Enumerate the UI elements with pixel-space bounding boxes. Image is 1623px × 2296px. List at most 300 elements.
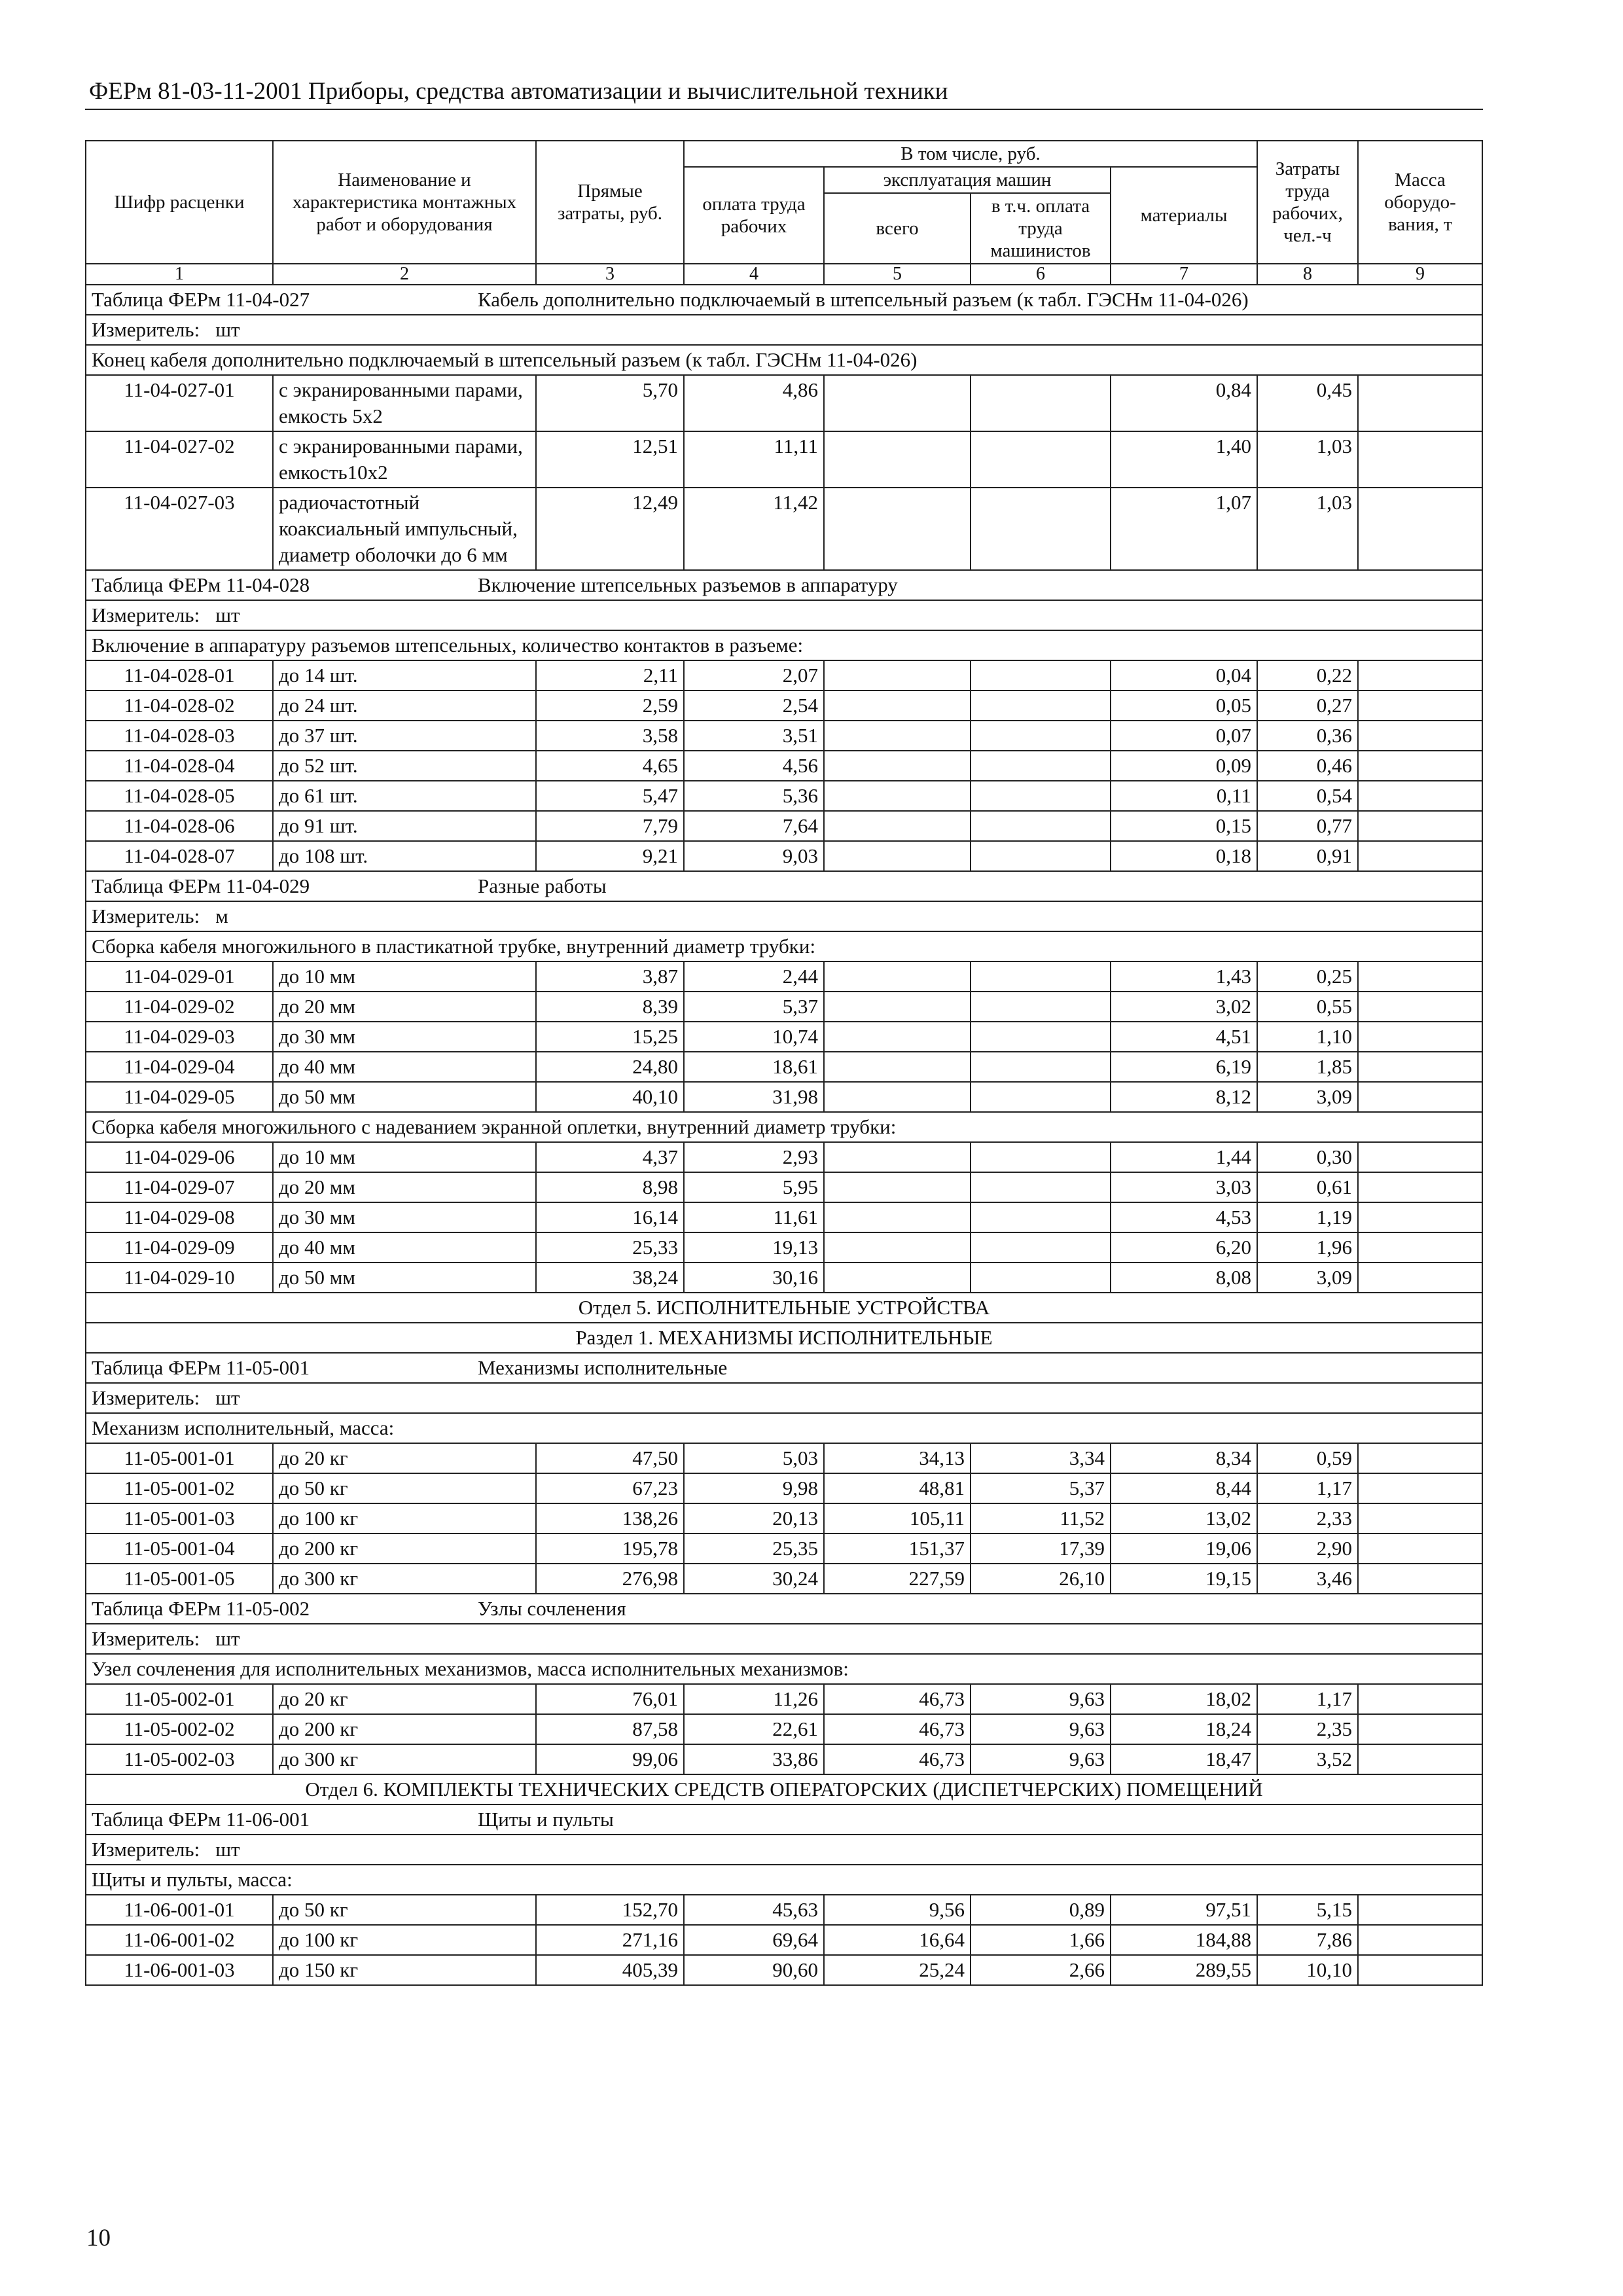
work-name: до 24 шт.: [273, 691, 536, 721]
machinist-labor-cost: [971, 811, 1111, 841]
machinist-labor-cost: 0,89: [971, 1895, 1111, 1925]
machinist-labor-cost: [971, 961, 1111, 992]
col-materials-header: материалы: [1111, 167, 1257, 264]
direct-cost: 24,80: [536, 1052, 684, 1082]
page-header: ФЕРм 81-03-11-2001 Приборы, средства автоматизации и вычислительной техники: [89, 78, 948, 105]
labor-cost: 10,74: [684, 1022, 824, 1052]
labor-cost: 11,11: [684, 431, 824, 488]
labor-hours: 0,30: [1257, 1142, 1358, 1172]
table-row: [86, 1744, 1482, 1774]
col-number: 6: [971, 264, 1111, 285]
work-name: с экранированными парами, емкость 5х2: [273, 375, 536, 431]
rate-code: 11-04-028-05: [86, 781, 273, 811]
table-body: [86, 285, 1482, 1985]
table-row: [86, 1052, 1482, 1082]
col-number: 8: [1257, 264, 1358, 285]
equipment-mass: [1358, 992, 1482, 1022]
equipment-mass: [1358, 1503, 1482, 1534]
materials-cost: 0,84: [1111, 375, 1257, 431]
labor-hours: 0,45: [1257, 375, 1358, 431]
work-name: до 20 кг: [273, 1443, 536, 1473]
measure-row: [86, 600, 1482, 630]
direct-cost: 9,21: [536, 841, 684, 871]
rate-code: 11-04-028-02: [86, 691, 273, 721]
labor-cost: 5,36: [684, 781, 824, 811]
description-row: [86, 1413, 1482, 1443]
equipment-mass: [1358, 1955, 1482, 1985]
table-label: Таблица ФЕРм 11-05-002: [92, 1597, 310, 1620]
measure-cell: [86, 901, 1482, 931]
measure-row: [86, 901, 1482, 931]
work-name: до 100 кг: [273, 1925, 536, 1955]
section-heading: Отдел 6. КОМПЛЕКТЫ ТЕХНИЧЕСКИХ СРЕДСТВ ОПЕРАТОРСКИХ (ДИСПЕТЧЕРСКИХ) ПОМЕЩЕНИЙ: [86, 1774, 1482, 1804]
labor-hours: 0,36: [1257, 721, 1358, 751]
measure-label: Измеритель:: [92, 1627, 200, 1650]
materials-cost: 19,15: [1111, 1564, 1257, 1594]
rate-code: 11-06-001-01: [86, 1895, 273, 1925]
measure-unit: шт: [215, 1838, 240, 1861]
description: Механизм исполнительный, масса:: [86, 1413, 1482, 1443]
rate-code: 11-04-028-07: [86, 841, 273, 871]
table-title: [86, 1804, 1482, 1835]
machines-cost: [824, 781, 971, 811]
equipment-mass: [1358, 1232, 1482, 1263]
labor-hours: 0,59: [1257, 1443, 1358, 1473]
work-name: до 14 шт.: [273, 660, 536, 691]
machinist-labor-cost: [971, 721, 1111, 751]
description-row: [86, 345, 1482, 375]
rate-code: 11-05-002-03: [86, 1744, 273, 1774]
measure-cell: [86, 1383, 1482, 1413]
equipment-mass: [1358, 1564, 1482, 1594]
header-rule: [85, 109, 1483, 110]
rate-code: 11-04-029-06: [86, 1142, 273, 1172]
rate-code: 11-04-029-02: [86, 992, 273, 1022]
labor-hours: 1,85: [1257, 1052, 1358, 1082]
equipment-mass: [1358, 1744, 1482, 1774]
direct-cost: 76,01: [536, 1684, 684, 1714]
work-name: с экранированными парами, емкость10х2: [273, 431, 536, 488]
machines-cost: [824, 1172, 971, 1202]
machinist-labor-cost: [971, 431, 1111, 488]
machines-cost: [824, 1142, 971, 1172]
rate-code: 11-05-001-03: [86, 1503, 273, 1534]
col-mass-header: Масса оборудо-вания, т: [1358, 141, 1482, 264]
machinist-labor-cost: 11,52: [971, 1503, 1111, 1534]
materials-cost: 6,20: [1111, 1232, 1257, 1263]
labor-cost: 4,56: [684, 751, 824, 781]
measure-label: Измеритель:: [92, 1386, 200, 1409]
materials-cost: 97,51: [1111, 1895, 1257, 1925]
machines-cost: [824, 721, 971, 751]
equipment-mass: [1358, 961, 1482, 992]
labor-hours: 3,46: [1257, 1564, 1358, 1594]
rate-code: 11-05-001-05: [86, 1564, 273, 1594]
materials-cost: 8,34: [1111, 1443, 1257, 1473]
measure-label: Измеритель:: [92, 905, 200, 927]
labor-hours: 1,19: [1257, 1202, 1358, 1232]
materials-cost: 1,44: [1111, 1142, 1257, 1172]
machinist-labor-cost: 9,63: [971, 1684, 1111, 1714]
table-row: [86, 1142, 1482, 1172]
table-label: Таблица ФЕРм 11-04-029: [92, 874, 310, 897]
machinist-labor-cost: 17,39: [971, 1534, 1111, 1564]
measure-cell: [86, 600, 1482, 630]
table-label: Таблица ФЕРм 11-05-001: [92, 1356, 310, 1379]
table-title: [86, 871, 1482, 901]
direct-cost: 3,58: [536, 721, 684, 751]
table-row: [86, 1263, 1482, 1293]
materials-cost: 0,05: [1111, 691, 1257, 721]
labor-cost: 69,64: [684, 1925, 824, 1955]
measure-unit: м: [215, 905, 228, 927]
direct-cost: 7,79: [536, 811, 684, 841]
rate-code: 11-05-001-04: [86, 1534, 273, 1564]
measure-unit: шт: [215, 1386, 240, 1409]
materials-cost: 0,04: [1111, 660, 1257, 691]
direct-cost: 3,87: [536, 961, 684, 992]
measure-cell: [86, 315, 1482, 345]
equipment-mass: [1358, 751, 1482, 781]
rate-code: 11-04-028-03: [86, 721, 273, 751]
equipment-mass: [1358, 488, 1482, 570]
direct-cost: 8,39: [536, 992, 684, 1022]
machinist-labor-cost: [971, 488, 1111, 570]
materials-cost: 3,02: [1111, 992, 1257, 1022]
equipment-mass: [1358, 1142, 1482, 1172]
table-row: [86, 992, 1482, 1022]
machines-cost: [824, 691, 971, 721]
direct-cost: 8,98: [536, 1172, 684, 1202]
labor-hours: 1,96: [1257, 1232, 1358, 1263]
page-number: 10: [86, 2225, 111, 2251]
machinist-labor-cost: [971, 691, 1111, 721]
description-row: [86, 1112, 1482, 1142]
rate-code: 11-04-029-09: [86, 1232, 273, 1263]
measure-label: Измеритель:: [92, 1838, 200, 1861]
col-number: 7: [1111, 264, 1257, 285]
machinist-labor-cost: [971, 992, 1111, 1022]
direct-cost: 87,58: [536, 1714, 684, 1744]
work-name: радиочастотный коаксиальный импульсный, диаметр оболочки до 6 мм: [273, 488, 536, 570]
table-row: [86, 1684, 1482, 1714]
description: Щиты и пульты, масса:: [86, 1865, 1482, 1895]
table-label: Таблица ФЕРм 11-04-028: [92, 573, 310, 596]
col-incl-header: В том числе, руб.: [684, 141, 1257, 167]
machinist-labor-cost: [971, 1082, 1111, 1112]
work-name: до 300 кг: [273, 1744, 536, 1774]
machines-cost: 25,24: [824, 1955, 971, 1985]
rate-code: 11-04-029-10: [86, 1263, 273, 1293]
labor-cost: 25,35: [684, 1534, 824, 1564]
table-row: [86, 751, 1482, 781]
labor-cost: 31,98: [684, 1082, 824, 1112]
work-name: до 50 кг: [273, 1473, 536, 1503]
machines-cost: [824, 660, 971, 691]
machines-cost: [824, 1082, 971, 1112]
labor-cost: 9,98: [684, 1473, 824, 1503]
labor-cost: 22,61: [684, 1714, 824, 1744]
rate-code: 11-04-027-01: [86, 375, 273, 431]
labor-cost: 2,07: [684, 660, 824, 691]
col-machines-total-header: всего: [824, 193, 971, 264]
labor-hours: 0,55: [1257, 992, 1358, 1022]
col-machines-labor-header: в т.ч. оплата труда машинистов: [971, 193, 1111, 264]
section-heading: Отдел 5. ИСПОЛНИТЕЛЬНЫЕ УСТРОЙСТВА: [86, 1293, 1482, 1323]
machinist-labor-cost: [971, 1052, 1111, 1082]
col-number: 2: [273, 264, 536, 285]
direct-cost: 15,25: [536, 1022, 684, 1052]
section-heading-row: [86, 1774, 1482, 1804]
rate-code: 11-05-001-01: [86, 1443, 273, 1473]
direct-cost: 276,98: [536, 1564, 684, 1594]
description: Конец кабеля дополнительно подключаемый в штепсельный разъем (к табл. ГЭСНм 11-04-026): [86, 345, 1482, 375]
direct-cost: 2,11: [536, 660, 684, 691]
table-row: [86, 1534, 1482, 1564]
equipment-mass: [1358, 1684, 1482, 1714]
equipment-mass: [1358, 1895, 1482, 1925]
direct-cost: 5,47: [536, 781, 684, 811]
machinist-labor-cost: 1,66: [971, 1925, 1111, 1955]
measure-unit: шт: [215, 603, 240, 626]
work-name: до 61 шт.: [273, 781, 536, 811]
description-row: [86, 630, 1482, 660]
materials-cost: 18,47: [1111, 1744, 1257, 1774]
work-name: до 10 мм: [273, 1142, 536, 1172]
work-name: до 108 шт.: [273, 841, 536, 871]
direct-cost: 12,49: [536, 488, 684, 570]
equipment-mass: [1358, 431, 1482, 488]
machinist-labor-cost: 3,34: [971, 1443, 1111, 1473]
measure-row: [86, 1624, 1482, 1654]
labor-hours: 3,09: [1257, 1263, 1358, 1293]
work-name: до 100 кг: [273, 1503, 536, 1534]
machines-cost: 46,73: [824, 1714, 971, 1744]
labor-cost: 19,13: [684, 1232, 824, 1263]
section-heading-row: [86, 1323, 1482, 1353]
machines-cost: [824, 1052, 971, 1082]
machines-cost: [824, 751, 971, 781]
work-name: до 30 мм: [273, 1022, 536, 1052]
table-row: [86, 961, 1482, 992]
work-name: до 300 кг: [273, 1564, 536, 1594]
labor-cost: 5,95: [684, 1172, 824, 1202]
description: Сборка кабеля многожильного в пластикатной трубке, внутренний диаметр трубки:: [86, 931, 1482, 961]
rate-code: 11-05-001-02: [86, 1473, 273, 1503]
machinist-labor-cost: [971, 660, 1111, 691]
machines-cost: [824, 961, 971, 992]
labor-hours: 1,17: [1257, 1684, 1358, 1714]
table-title: [86, 1353, 1482, 1383]
labor-cost: 30,16: [684, 1263, 824, 1293]
col-code-header: Шифр расценки: [86, 141, 273, 264]
direct-cost: 47,50: [536, 1443, 684, 1473]
direct-cost: 2,59: [536, 691, 684, 721]
table-row: [86, 841, 1482, 871]
machines-cost: [824, 992, 971, 1022]
machines-cost: 9,56: [824, 1895, 971, 1925]
work-name: до 52 шт.: [273, 751, 536, 781]
labor-cost: 7,64: [684, 811, 824, 841]
machinist-labor-cost: 9,63: [971, 1714, 1111, 1744]
machines-cost: [824, 1022, 971, 1052]
measure-label: Измеритель:: [92, 318, 200, 341]
table-name: Разные работы: [478, 874, 607, 897]
labor-hours: 0,91: [1257, 841, 1358, 871]
equipment-mass: [1358, 811, 1482, 841]
machines-cost: 16,64: [824, 1925, 971, 1955]
work-name: до 10 мм: [273, 961, 536, 992]
rate-code: 11-06-001-02: [86, 1925, 273, 1955]
equipment-mass: [1358, 691, 1482, 721]
machines-cost: 46,73: [824, 1744, 971, 1774]
table-row: [86, 1232, 1482, 1263]
table-row: [86, 811, 1482, 841]
equipment-mass: [1358, 1714, 1482, 1744]
materials-cost: 8,12: [1111, 1082, 1257, 1112]
rate-code: 11-04-029-04: [86, 1052, 273, 1082]
labor-cost: 2,93: [684, 1142, 824, 1172]
table-row: [86, 660, 1482, 691]
materials-cost: 8,08: [1111, 1263, 1257, 1293]
equipment-mass: [1358, 1052, 1482, 1082]
rates-table: [85, 140, 1483, 1986]
col-hours-header: Затраты труда рабочих, чел.-ч: [1257, 141, 1358, 264]
direct-cost: 138,26: [536, 1503, 684, 1534]
col-direct-header: Прямые затраты, руб.: [536, 141, 684, 264]
machinist-labor-cost: [971, 751, 1111, 781]
machines-cost: [824, 1232, 971, 1263]
direct-cost: 99,06: [536, 1744, 684, 1774]
table-row: [86, 431, 1482, 488]
description: Включение в аппаратуру разъемов штепсельных, количество контактов в разъеме:: [86, 630, 1482, 660]
measure-row: [86, 315, 1482, 345]
labor-hours: 7,86: [1257, 1925, 1358, 1955]
equipment-mass: [1358, 721, 1482, 751]
machinist-labor-cost: [971, 1022, 1111, 1052]
col-number: 9: [1358, 264, 1482, 285]
table-label: Таблица ФЕРм 11-06-001: [92, 1808, 310, 1831]
table-row: [86, 1955, 1482, 1985]
col-number: 5: [824, 264, 971, 285]
machinist-labor-cost: [971, 1172, 1111, 1202]
labor-cost: 5,03: [684, 1443, 824, 1473]
table-title: [86, 285, 1482, 315]
table-row: [86, 691, 1482, 721]
machinist-labor-cost: 2,66: [971, 1955, 1111, 1985]
equipment-mass: [1358, 1534, 1482, 1564]
labor-hours: 0,61: [1257, 1172, 1358, 1202]
materials-cost: 1,43: [1111, 961, 1257, 992]
labor-hours: 3,09: [1257, 1082, 1358, 1112]
work-name: до 20 кг: [273, 1684, 536, 1714]
equipment-mass: [1358, 1263, 1482, 1293]
rate-code: 11-05-002-02: [86, 1714, 273, 1744]
machines-cost: 151,37: [824, 1534, 971, 1564]
labor-hours: 0,27: [1257, 691, 1358, 721]
work-name: до 30 мм: [273, 1202, 536, 1232]
description-row: [86, 1865, 1482, 1895]
direct-cost: 4,65: [536, 751, 684, 781]
labor-hours: 1,10: [1257, 1022, 1358, 1052]
measure-cell: [86, 1835, 1482, 1865]
table-row: [86, 1895, 1482, 1925]
materials-cost: 289,55: [1111, 1955, 1257, 1985]
table-row: [86, 721, 1482, 751]
machines-cost: 48,81: [824, 1473, 971, 1503]
table-name: Узлы сочленения: [478, 1597, 626, 1620]
rate-code: 11-04-027-03: [86, 488, 273, 570]
labor-cost: 4,86: [684, 375, 824, 431]
table-row: [86, 781, 1482, 811]
equipment-mass: [1358, 375, 1482, 431]
work-name: до 50 мм: [273, 1263, 536, 1293]
equipment-mass: [1358, 1473, 1482, 1503]
table-row: [86, 1925, 1482, 1955]
measure-row: [86, 1383, 1482, 1413]
labor-hours: 2,90: [1257, 1534, 1358, 1564]
machines-cost: [824, 1202, 971, 1232]
direct-cost: 38,24: [536, 1263, 684, 1293]
rate-code: 11-04-028-04: [86, 751, 273, 781]
materials-cost: 1,07: [1111, 488, 1257, 570]
direct-cost: 271,16: [536, 1925, 684, 1955]
col-machines-header: эксплуатация машин: [824, 167, 1111, 193]
table-row: [86, 1473, 1482, 1503]
table-row: [86, 1082, 1482, 1112]
direct-cost: 4,37: [536, 1142, 684, 1172]
work-name: до 200 кг: [273, 1714, 536, 1744]
rate-code: 11-04-029-01: [86, 961, 273, 992]
col-number: 4: [684, 264, 824, 285]
labor-hours: 2,35: [1257, 1714, 1358, 1744]
labor-cost: 11,42: [684, 488, 824, 570]
machinist-labor-cost: [971, 375, 1111, 431]
machines-cost: 34,13: [824, 1443, 971, 1473]
table-row: [86, 1564, 1482, 1594]
labor-cost: 20,13: [684, 1503, 824, 1534]
labor-cost: 45,63: [684, 1895, 824, 1925]
equipment-mass: [1358, 781, 1482, 811]
section-heading: Раздел 1. МЕХАНИЗМЫ ИСПОЛНИТЕЛЬНЫЕ: [86, 1323, 1482, 1353]
machines-cost: [824, 488, 971, 570]
direct-cost: 152,70: [536, 1895, 684, 1925]
machinist-labor-cost: 26,10: [971, 1564, 1111, 1594]
machines-cost: [824, 1263, 971, 1293]
col-labor-header: оплата труда рабочих: [684, 167, 824, 264]
table-title: [86, 1594, 1482, 1624]
machines-cost: [824, 811, 971, 841]
work-name: до 50 кг: [273, 1895, 536, 1925]
machinist-labor-cost: 5,37: [971, 1473, 1111, 1503]
labor-cost: 11,26: [684, 1684, 824, 1714]
table-name: Щиты и пульты: [478, 1808, 614, 1831]
labor-hours: 1,03: [1257, 488, 1358, 570]
equipment-mass: [1358, 660, 1482, 691]
materials-cost: 13,02: [1111, 1503, 1257, 1534]
machines-cost: 227,59: [824, 1564, 971, 1594]
machinist-labor-cost: 9,63: [971, 1744, 1111, 1774]
description-row: [86, 931, 1482, 961]
materials-cost: 3,03: [1111, 1172, 1257, 1202]
materials-cost: 18,02: [1111, 1684, 1257, 1714]
col-number: 1: [86, 264, 273, 285]
table-title-row: [86, 285, 1482, 315]
direct-cost: 40,10: [536, 1082, 684, 1112]
work-name: до 150 кг: [273, 1955, 536, 1985]
measure-cell: [86, 1624, 1482, 1654]
labor-hours: 10,10: [1257, 1955, 1358, 1985]
